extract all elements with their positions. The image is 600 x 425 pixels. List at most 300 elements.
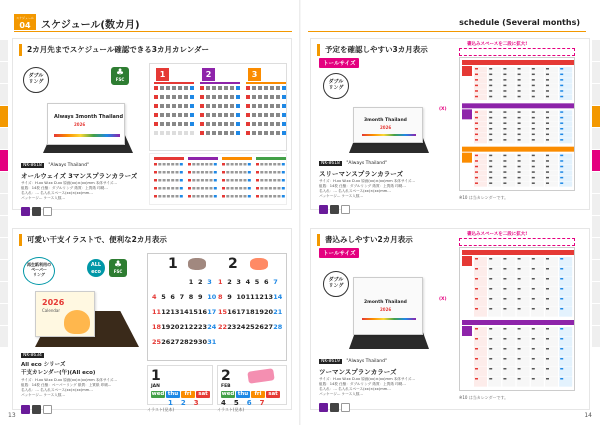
date-number: 1 xyxy=(188,278,194,286)
weekday-label: thu xyxy=(237,391,249,397)
date-cell xyxy=(160,104,164,108)
index-tab[interactable] xyxy=(0,84,8,106)
date-cell xyxy=(188,179,191,182)
date-number: 3 xyxy=(236,278,241,286)
date-cell xyxy=(184,122,188,126)
date-cell xyxy=(270,95,274,99)
date-cell xyxy=(167,179,170,182)
date-cell xyxy=(260,171,263,174)
date-number xyxy=(503,177,506,179)
date-number: 31 xyxy=(207,338,217,346)
date-number xyxy=(546,122,549,124)
date-cell xyxy=(545,89,558,94)
index-tab[interactable] xyxy=(592,40,600,62)
date-number xyxy=(532,68,535,70)
date-cell xyxy=(517,138,530,143)
index-tab[interactable] xyxy=(592,326,600,348)
date-cell xyxy=(517,121,530,126)
date-number xyxy=(503,155,506,157)
date-cell xyxy=(531,73,544,78)
date-number xyxy=(532,171,535,173)
date-number xyxy=(560,258,563,260)
spec-line: パッケージ… ケース入数… xyxy=(319,194,364,198)
date-cell xyxy=(248,187,251,190)
date-cell xyxy=(474,84,487,89)
date-number: 18 xyxy=(245,308,255,316)
date-cell xyxy=(171,187,174,190)
calendar-cover xyxy=(47,103,125,145)
date-number xyxy=(546,85,549,87)
date-cell xyxy=(231,187,234,190)
date-cell xyxy=(545,133,558,138)
date-cell xyxy=(282,195,285,198)
date-number xyxy=(475,288,478,290)
date-cell xyxy=(230,104,234,108)
index-tab[interactable] xyxy=(592,194,600,216)
date-cell xyxy=(205,163,208,166)
product-section-eto xyxy=(12,228,292,410)
date-number xyxy=(518,166,521,168)
index-tab[interactable] xyxy=(592,128,600,150)
date-number xyxy=(560,308,563,310)
double-ring-badge: ダブル リング xyxy=(323,271,349,297)
date-cell xyxy=(252,131,256,135)
date-cell xyxy=(158,195,161,198)
zoom-date: 7 xyxy=(259,399,273,407)
horse-illustration xyxy=(64,310,90,334)
date-cell xyxy=(264,104,268,108)
date-cell xyxy=(270,113,274,117)
date-number: 17 xyxy=(236,308,246,316)
date-cell xyxy=(531,84,544,89)
date-number xyxy=(503,338,506,340)
detail-grids xyxy=(150,154,288,206)
date-number xyxy=(489,177,492,179)
month-bar xyxy=(154,157,184,160)
date-cell xyxy=(252,86,256,90)
date-cell xyxy=(282,86,286,90)
date-cell xyxy=(200,131,204,135)
spec-line: サイズ：H.xx W.xx D.xx 原画(xx)×(xx)mm 本体サイズ… xyxy=(319,377,415,381)
date-cell xyxy=(178,131,182,135)
date-cell xyxy=(230,122,234,126)
date-cell xyxy=(236,104,240,108)
date-cell xyxy=(205,171,208,174)
date-cell xyxy=(206,104,210,108)
date-cell xyxy=(474,95,487,100)
product-subname: "Always Thailand" xyxy=(346,161,388,166)
date-cell xyxy=(258,122,262,126)
date-cell xyxy=(545,110,558,115)
date-cell xyxy=(171,163,174,166)
product-subname: "Always Thailand" xyxy=(48,163,90,168)
date-number xyxy=(532,96,535,98)
date-number xyxy=(518,117,521,119)
date-cell xyxy=(160,86,164,90)
date-cell xyxy=(218,122,222,126)
date-number: 26 xyxy=(254,323,264,331)
date-cell xyxy=(178,104,182,108)
date-number xyxy=(475,122,478,124)
date-number: 12 xyxy=(254,293,264,301)
horse-illustration xyxy=(188,258,206,270)
date-number xyxy=(560,85,563,87)
index-tab[interactable] xyxy=(592,216,600,238)
right-index-tabs xyxy=(592,40,600,370)
index-tab[interactable] xyxy=(0,194,8,216)
date-number xyxy=(489,182,492,184)
date-cell xyxy=(282,113,286,117)
date-cell xyxy=(248,179,251,182)
date-cell xyxy=(226,171,229,174)
date-cell xyxy=(264,113,268,117)
date-cell xyxy=(244,195,247,198)
month-bar xyxy=(256,157,286,160)
month-header xyxy=(462,60,574,65)
date-number: 26 xyxy=(161,338,171,346)
date-cell xyxy=(206,122,210,126)
zoom-month-number: 1 xyxy=(151,368,161,384)
date-number xyxy=(489,85,492,87)
date-cell xyxy=(282,163,285,166)
zoom-date: 5 xyxy=(233,399,247,407)
index-tab[interactable] xyxy=(0,238,8,260)
date-cell xyxy=(222,163,225,166)
date-number xyxy=(560,74,563,76)
date-number: 4 xyxy=(152,293,157,301)
index-tab[interactable] xyxy=(0,304,8,326)
date-number xyxy=(546,160,549,162)
badge-number: 04 xyxy=(19,21,31,30)
date-number xyxy=(503,160,506,162)
date-cell xyxy=(248,163,251,166)
horse-illustration xyxy=(250,258,268,270)
index-tab-active[interactable] xyxy=(592,106,600,128)
date-number: 5 xyxy=(254,278,260,286)
date-number xyxy=(532,139,535,141)
date-number xyxy=(546,308,549,310)
badge-label: スケジュール xyxy=(16,16,34,20)
date-cell xyxy=(160,113,164,117)
date-number xyxy=(503,117,506,119)
date-cell xyxy=(502,170,515,175)
date-cell xyxy=(201,171,204,174)
date-cell xyxy=(502,159,515,164)
date-cell xyxy=(154,131,158,135)
date-number xyxy=(489,139,492,141)
date-cell xyxy=(474,176,487,181)
date-cell xyxy=(178,86,182,90)
zoom-month-name: JAN xyxy=(151,384,160,389)
writing-space-label: 書込みスペースを二段に拡大! xyxy=(467,232,528,237)
zoom-date: 1 xyxy=(168,399,181,407)
date-cell xyxy=(252,95,256,99)
date-cell xyxy=(273,171,276,174)
date-number xyxy=(503,378,506,380)
date-number xyxy=(489,378,492,380)
calendar-cover xyxy=(353,277,423,335)
date-cell xyxy=(230,86,234,90)
date-cell xyxy=(224,104,228,108)
index-tab[interactable] xyxy=(0,62,8,84)
date-cell xyxy=(260,163,263,166)
date-cell xyxy=(559,116,572,121)
date-number: 19 xyxy=(161,323,171,331)
date-number xyxy=(532,90,535,92)
date-number: 30 xyxy=(198,338,208,346)
date-number xyxy=(546,278,549,280)
date-cell xyxy=(171,195,174,198)
date-number: 15 xyxy=(218,308,228,316)
date-cell xyxy=(230,113,234,117)
date-cell xyxy=(545,95,558,100)
date-number xyxy=(503,268,506,270)
illustration-caption: イラスト(見本) xyxy=(147,407,175,412)
product-series: All eco シリーズ xyxy=(21,362,66,368)
date-number: 11 xyxy=(152,308,162,316)
date-number xyxy=(489,68,492,70)
date-cell xyxy=(176,171,179,174)
index-tab[interactable] xyxy=(0,150,8,172)
date-number xyxy=(546,139,549,141)
index-tab[interactable] xyxy=(0,216,8,238)
date-cell xyxy=(545,73,558,78)
date-number: 3 xyxy=(207,278,212,286)
index-tab[interactable] xyxy=(0,172,8,194)
index-tab[interactable] xyxy=(592,150,600,172)
date-cell xyxy=(559,89,572,94)
date-cell xyxy=(190,131,194,135)
index-tab[interactable] xyxy=(592,238,600,260)
date-cell xyxy=(206,113,210,117)
date-number xyxy=(518,111,521,113)
date-cell xyxy=(172,86,176,90)
date-cell xyxy=(160,131,164,135)
date-number xyxy=(546,68,549,70)
spec-line: 名入れ：… 名入れスペース(xx)×(xx)mm… xyxy=(21,388,93,392)
date-cell xyxy=(488,84,501,89)
date-cell xyxy=(258,113,262,117)
date-cell xyxy=(545,159,558,164)
date-number: 20 xyxy=(264,308,274,316)
date-cell xyxy=(282,171,285,174)
date-cell xyxy=(256,163,259,166)
date-cell xyxy=(474,116,487,121)
illustration-caption: イラスト(見本) xyxy=(217,407,245,412)
index-tab[interactable] xyxy=(0,282,8,304)
zoom-detail-left xyxy=(147,365,213,405)
date-number xyxy=(518,74,521,76)
product-code: NK-8634 xyxy=(23,353,42,358)
date-cell xyxy=(188,187,191,190)
date-cell xyxy=(256,195,259,198)
date-cell xyxy=(258,95,262,99)
date-number: 29 xyxy=(188,338,198,346)
date-cell xyxy=(235,187,238,190)
double-ring-badge: ダブル リング xyxy=(323,73,349,99)
date-number: 6 xyxy=(170,293,175,301)
date-number xyxy=(503,308,506,310)
date-cell xyxy=(235,163,238,166)
date-cell xyxy=(160,95,164,99)
date-cell xyxy=(224,86,228,90)
date-number: 6 xyxy=(264,278,269,286)
cover-title: Calendar xyxy=(42,308,60,313)
date-number xyxy=(560,177,563,179)
weekday-label: wed xyxy=(151,391,165,397)
date-number xyxy=(532,166,535,168)
date-number xyxy=(489,298,492,300)
zoom-date: 2 xyxy=(180,399,194,407)
date-number xyxy=(518,155,521,157)
date-cell xyxy=(282,187,285,190)
date-cell xyxy=(502,133,515,138)
date-number: 5 xyxy=(161,293,166,301)
date-cell xyxy=(545,116,558,121)
date-cell xyxy=(531,181,544,186)
month-number-block xyxy=(462,109,472,119)
date-cell xyxy=(244,179,247,182)
date-cell xyxy=(166,104,170,108)
product-specs xyxy=(319,377,443,397)
date-number xyxy=(532,177,535,179)
date-cell xyxy=(517,165,530,170)
date-cell xyxy=(166,131,170,135)
date-cell xyxy=(502,73,515,78)
date-number xyxy=(489,368,492,370)
date-cell xyxy=(222,179,225,182)
index-tab[interactable] xyxy=(592,260,600,282)
date-cell xyxy=(282,122,286,126)
date-cell xyxy=(278,163,281,166)
tall-size-tag: トールサイズ xyxy=(319,248,359,258)
spec-line: パッケージ… ケース入数… xyxy=(319,392,364,396)
date-number xyxy=(475,166,478,168)
writing-space-bracket xyxy=(459,48,575,56)
weekday-label: thu xyxy=(167,391,179,397)
date-cell xyxy=(163,171,166,174)
calendar-cover xyxy=(35,291,95,337)
index-tab[interactable] xyxy=(0,260,8,282)
date-number xyxy=(489,74,492,76)
date-number xyxy=(532,378,535,380)
date-number xyxy=(560,171,563,173)
date-cell xyxy=(224,122,228,126)
date-cell xyxy=(488,121,501,126)
date-cell xyxy=(171,171,174,174)
date-cell xyxy=(474,121,487,126)
date-number: 10 xyxy=(207,293,217,301)
date-cell xyxy=(282,131,286,135)
date-cell xyxy=(224,113,228,117)
date-number xyxy=(489,258,492,260)
index-tab[interactable] xyxy=(592,304,600,326)
product-code: NK-8618 xyxy=(321,161,340,166)
date-cell xyxy=(531,170,544,175)
date-cell xyxy=(246,86,250,90)
date-number xyxy=(475,74,478,76)
product-code: NK-8619 xyxy=(321,359,340,364)
date-cell xyxy=(172,113,176,117)
date-number: 7 xyxy=(179,293,185,301)
date-cell xyxy=(248,195,251,198)
month-number-block xyxy=(462,153,472,163)
date-cell xyxy=(212,86,216,90)
date-number: 2 xyxy=(198,278,203,286)
date-cell xyxy=(226,179,229,182)
spec-line: パッケージ… ケース入数… xyxy=(21,393,66,397)
product-code-row xyxy=(21,163,89,168)
date-number xyxy=(503,128,506,130)
date-cell xyxy=(154,95,158,99)
date-cell xyxy=(252,122,256,126)
date-number xyxy=(518,160,521,162)
option-icon xyxy=(32,207,41,216)
index-tab[interactable] xyxy=(0,128,8,150)
date-cell xyxy=(224,131,228,135)
date-cell xyxy=(258,86,262,90)
date-number xyxy=(503,368,506,370)
date-number xyxy=(503,328,506,330)
date-number xyxy=(546,79,549,81)
date-number xyxy=(560,111,563,113)
date-cell xyxy=(273,179,276,182)
date-cell xyxy=(167,163,170,166)
date-number: 23 xyxy=(198,323,208,331)
date-cell xyxy=(488,138,501,143)
date-number xyxy=(532,308,535,310)
month-header xyxy=(462,320,574,325)
index-tab[interactable] xyxy=(592,84,600,106)
tall-calendar-page xyxy=(459,57,575,191)
date-number xyxy=(532,278,535,280)
date-number xyxy=(475,378,478,380)
date-cell xyxy=(502,154,515,159)
date-cell xyxy=(265,187,268,190)
index-tab[interactable] xyxy=(0,326,8,348)
date-cell xyxy=(256,179,259,182)
date-number xyxy=(475,128,478,130)
index-tab-active[interactable] xyxy=(0,106,8,128)
index-tab[interactable] xyxy=(592,62,600,84)
date-cell xyxy=(531,121,544,126)
index-tab[interactable] xyxy=(592,282,600,304)
date-number xyxy=(489,278,492,280)
date-cell xyxy=(190,86,194,90)
date-number xyxy=(518,182,521,184)
date-number xyxy=(546,328,549,330)
date-cell xyxy=(488,67,501,72)
date-cell xyxy=(559,110,572,115)
date-cell xyxy=(517,127,530,132)
index-tab[interactable] xyxy=(0,40,8,62)
index-tab[interactable] xyxy=(592,172,600,194)
date-number xyxy=(518,90,521,92)
spec-line: サイズ：H.xx W.xx D.xx 原画(xx)×(xx)mm 本体サイズ… xyxy=(21,181,117,185)
section-heading: 可愛い干支イラストで、便利な2カ月表示 xyxy=(19,234,167,246)
date-number: 27 xyxy=(264,323,274,331)
date-number xyxy=(532,111,535,113)
date-cell xyxy=(264,95,268,99)
month-bar xyxy=(246,82,286,84)
option-icon xyxy=(319,403,328,412)
date-cell xyxy=(184,95,188,99)
date-cell xyxy=(236,86,240,90)
date-cell xyxy=(184,104,188,108)
date-number xyxy=(532,155,535,157)
date-cell xyxy=(474,89,487,94)
date-cell xyxy=(244,163,247,166)
